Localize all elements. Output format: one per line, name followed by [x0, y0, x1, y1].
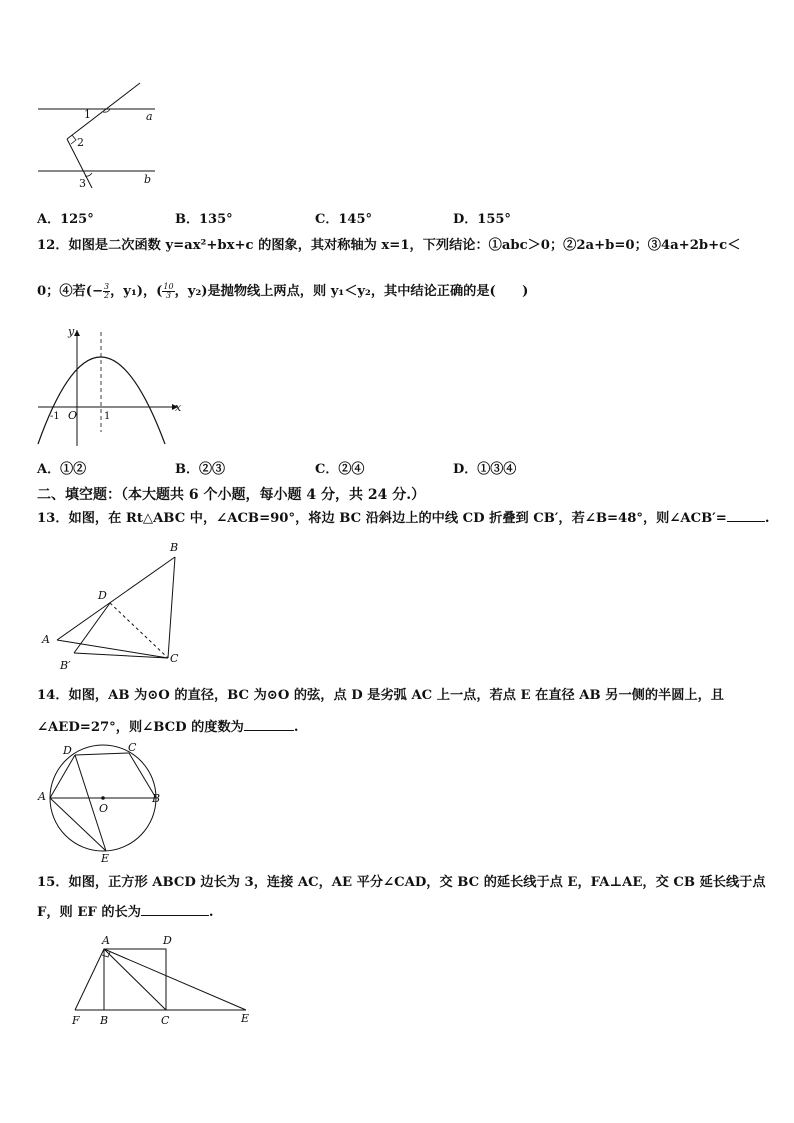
q12-fraction-10-3: $\frac{10}{3}$	[163, 282, 174, 300]
label-E: E	[241, 1012, 250, 1025]
label-y: y	[68, 325, 75, 338]
label-B: B	[152, 792, 161, 805]
q13-answer-blank	[727, 521, 765, 522]
q12-line2-mid: ，y₁)，(	[110, 284, 163, 299]
q12-option-d: D．①③④	[453, 462, 517, 477]
figure-square	[30, 930, 260, 1030]
label-angle-3: 3	[79, 177, 86, 190]
label-Bprime: B′	[60, 659, 71, 672]
q12-line2-before: 0；④若(−	[37, 284, 104, 299]
q15-end: .	[208, 905, 214, 920]
label-x: x	[175, 401, 182, 414]
q12-fraction-3-2: $\frac{3}{2}$	[104, 282, 110, 300]
label-C: C	[170, 652, 179, 665]
q14-text-line1: 14．如图，AB 为⊙O 的直径，BC 为⊙O 的弦，点 D 是劣弧 AC 上一点，若点 E 在直径 AB 另一侧的半圆上，且	[37, 688, 724, 703]
q12-line2-after: ，y₂)是抛物线上两点，则 y₁＜y₂，其中结论正确的是( )	[174, 284, 529, 299]
label-B: B	[170, 541, 179, 554]
q15-text-line1: 15．如图，正方形 ABCD 边长为 3，连接 AC，AE 平分∠CAD，交 BC 的延长线于点 E，FA⊥AE，交 CB 延长线于点	[37, 875, 766, 890]
q15-text-line2	[37, 905, 214, 921]
figure-parabola-graph	[30, 322, 190, 450]
q12-option-a: A．①②	[37, 462, 87, 477]
q15-question: F，则 EF 的长为	[37, 905, 141, 920]
q13-end: .	[764, 511, 770, 526]
q11-option-a: A．125°	[37, 212, 94, 227]
label-angle-1: 1	[84, 108, 91, 121]
q12-option-c: C．②④	[315, 462, 365, 477]
label-D: D	[63, 744, 72, 757]
q14-question: ∠AED=27°，则∠BCD 的度数为	[37, 720, 244, 735]
q13-text	[37, 511, 769, 527]
right-angle-mark	[71, 135, 76, 144]
segment-BC	[168, 557, 175, 658]
parabola-curve	[38, 357, 165, 444]
y-axis-arrow	[74, 330, 80, 336]
q11-option-c: C．145°	[315, 212, 372, 227]
label-A: A	[38, 790, 46, 803]
segment-FA	[75, 949, 104, 1010]
diagonal-AC	[104, 949, 166, 1010]
q13-question: 13．如图，在 Rt△ABC 中，∠ACB=90°，将边 BC 沿斜边上的中线 CD 折叠到 CB′，若∠B=48°，则∠ACB′=	[37, 511, 727, 526]
label-O: O	[99, 802, 109, 815]
figure-parallel-lines	[30, 80, 170, 195]
label-E: E	[101, 852, 110, 865]
label-line-a: a	[146, 110, 153, 123]
transversal-upper	[67, 83, 140, 139]
q14-text-line2	[37, 720, 298, 736]
figure-circle	[30, 738, 180, 868]
label-D: D	[163, 934, 172, 947]
chord-DC	[75, 753, 129, 755]
q12-option-b: B．②③	[175, 462, 225, 477]
label-F: F	[72, 1014, 80, 1027]
label-A: A	[42, 633, 50, 646]
q11-option-d: D．155°	[453, 212, 511, 227]
label-angle-2: 2	[77, 136, 84, 149]
label-origin: O	[68, 409, 78, 422]
center-dot	[101, 796, 105, 800]
label-B: B	[100, 1014, 109, 1027]
label-A: A	[102, 934, 110, 947]
segment-AE	[104, 949, 246, 1010]
q12-text-line1: 12．如图是二次函数 y=ax²+bx+c 的图象，其对称轴为 x=1，下列结论：①abc＞0；②2a+b=0；③4a+2b+c＜	[37, 238, 741, 253]
q14-end: .	[293, 720, 299, 735]
q14-answer-blank	[244, 730, 294, 731]
chord-AD	[50, 755, 75, 798]
label-neg1: -1	[50, 411, 60, 422]
right-angle-mark	[102, 952, 110, 957]
label-D: D	[98, 589, 107, 602]
section-fill-in-heading: 二、填空题：（本大题共 6 个小题，每小题 4 分，共 24 分.）	[37, 487, 426, 503]
q11-option-b: B．135°	[175, 212, 233, 227]
label-C: C	[128, 741, 137, 754]
label-one: 1	[104, 411, 111, 422]
label-line-b: b	[144, 173, 152, 186]
segment-AB	[57, 557, 175, 640]
q12-text-line2	[37, 283, 528, 300]
label-C: C	[161, 1014, 170, 1027]
figure-triangle-fold	[30, 535, 200, 675]
q15-answer-blank	[141, 915, 209, 916]
